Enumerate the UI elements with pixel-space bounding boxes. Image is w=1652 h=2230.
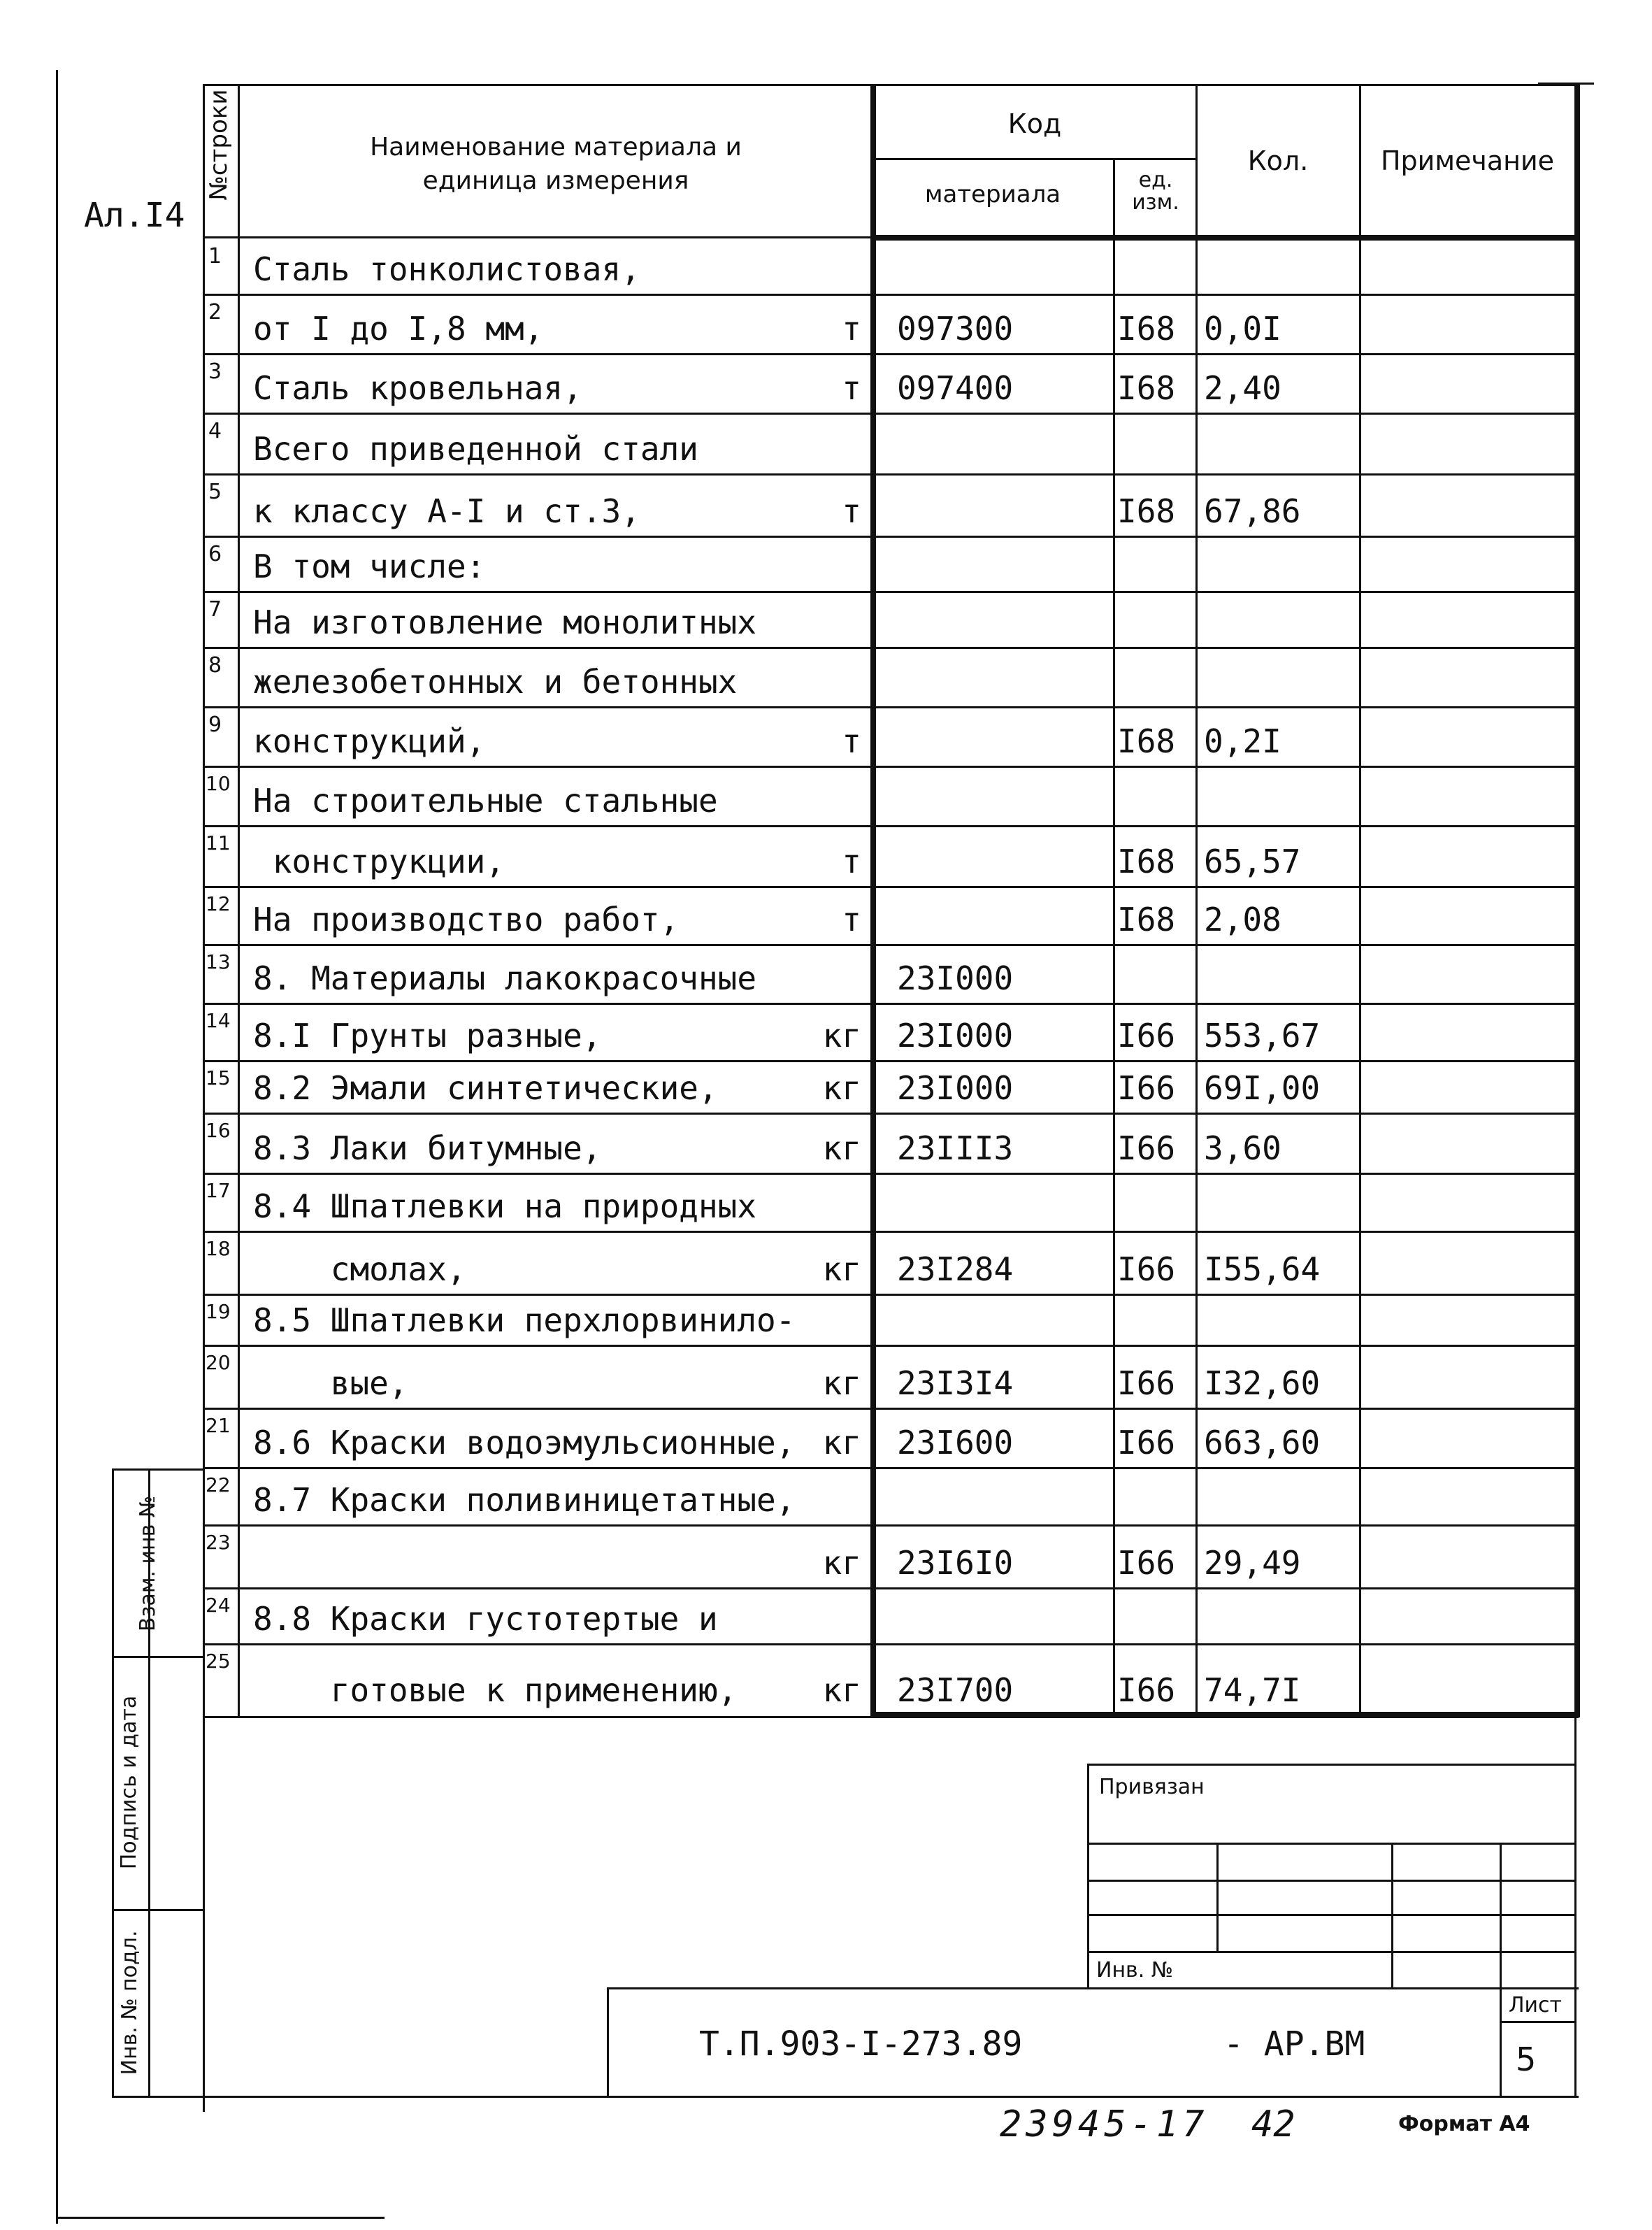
quantity: 2,08: [1204, 901, 1281, 938]
sheet-ref: Ал.I4: [84, 196, 185, 235]
material-name: конструкции,: [253, 843, 505, 880]
tb-sheet-div: [1500, 2021, 1576, 2023]
row-divider: [203, 825, 1579, 827]
row-divider: [203, 536, 1579, 538]
row-number: 18: [206, 1237, 231, 1260]
row-divider: [203, 1524, 1579, 1527]
unit-code: I66: [1117, 1364, 1176, 1402]
row-divider: [203, 1294, 1579, 1296]
material-name: 8. Материалы лакокрасочные: [253, 959, 757, 997]
row-number: 11: [206, 831, 231, 855]
row-divider: [203, 591, 1579, 593]
material-code: 097400: [897, 369, 1014, 407]
unit-code: I68: [1117, 369, 1176, 407]
note-header: Примечание: [1380, 145, 1555, 176]
row-number: 16: [206, 1119, 231, 1142]
quantity: 3,60: [1204, 1129, 1281, 1167]
material-code: 23III3: [897, 1129, 1014, 1167]
material-name: вые,: [253, 1364, 408, 1402]
code-material-header: материала: [924, 180, 1061, 208]
material-name: На строительные стальные: [253, 782, 718, 820]
unit-of-measure: кг: [822, 1017, 861, 1055]
row-number: 15: [206, 1066, 231, 1089]
material-name: 8.2 Эмали синтетические,: [253, 1069, 718, 1107]
material-name: железобетонных и бетонных: [253, 663, 738, 701]
quantity: 0,0I: [1204, 310, 1281, 348]
body-top-border: [870, 235, 1580, 241]
material-name: На производство работ,: [253, 901, 680, 938]
quantity: I32,60: [1204, 1364, 1321, 1402]
sheet-number: 5: [1516, 2040, 1537, 2078]
row-divider: [203, 1587, 1579, 1589]
row-number: 19: [206, 1300, 231, 1323]
unit-code: I66: [1117, 1671, 1176, 1709]
unit-of-measure: кг: [822, 1069, 861, 1107]
material-name: Всего приведенной стали: [253, 430, 698, 468]
code-header-divider: [872, 158, 1195, 160]
unit-of-measure: кг: [822, 1671, 861, 1709]
material-code: 23I3I4: [897, 1364, 1014, 1402]
row-number: 21: [206, 1414, 231, 1437]
code-header: Код: [1007, 108, 1062, 139]
material-name: 8.I Грунты разные,: [253, 1017, 602, 1055]
row-number: 17: [206, 1179, 231, 1202]
material-name: готовые к применению,: [253, 1671, 738, 1709]
tb-grid-h3: [1087, 1914, 1576, 1916]
left-margin-line: [56, 70, 58, 2224]
row-divider: [203, 647, 1579, 649]
privyazan-label: Привязан: [1099, 1775, 1205, 1799]
row-number: 1: [208, 244, 222, 269]
row-divider: [203, 353, 1579, 355]
code-unit-header: ед. изм.: [1132, 168, 1179, 215]
row-number: 3: [208, 359, 222, 384]
row-divider: [203, 1173, 1579, 1175]
col-line-6: [1574, 84, 1580, 1717]
unit-code: I68: [1117, 843, 1176, 880]
quantity: 663,60: [1204, 1424, 1321, 1461]
format-label: Формат А4: [1398, 2112, 1530, 2136]
tb-grid-v3: [1500, 1843, 1502, 1987]
row-number: 12: [206, 892, 231, 915]
doc-suffix: - АР.ВМ: [1223, 2024, 1365, 2064]
tb-privyazan-top: [1087, 1764, 1576, 1766]
row-divider: [203, 1643, 1579, 1645]
unit-of-measure: т: [842, 310, 861, 348]
unit-of-measure: т: [842, 843, 861, 880]
stamp-vzam-label: Взам. инв №: [136, 1495, 160, 1632]
material-name: 8.7 Краски поливиницетатные,: [253, 1481, 796, 1519]
row-number: 10: [206, 772, 231, 795]
row-number: 6: [208, 542, 222, 566]
unit-of-measure: т: [842, 722, 861, 760]
material-code: 23I000: [897, 1017, 1014, 1055]
unit-of-measure: т: [842, 492, 861, 530]
sheet-label: Лист: [1509, 1993, 1563, 2017]
row-divider: [203, 886, 1579, 888]
unit-code: I68: [1117, 901, 1176, 938]
quantity: 0,2I: [1204, 722, 1281, 760]
row-no-header: №строки: [205, 89, 233, 201]
page-number: 42: [1251, 2103, 1295, 2145]
row-number: 22: [206, 1473, 231, 1496]
row-divider: [203, 473, 1579, 476]
row-divider: [203, 706, 1579, 708]
tb-grid-v1: [1216, 1843, 1219, 1951]
unit-of-measure: т: [842, 369, 861, 407]
tb-grid-h4: [1087, 1951, 1576, 1953]
quantity: 67,86: [1204, 492, 1301, 530]
material-code: 23I000: [897, 959, 1014, 997]
material-name: от I до I,8 мм,: [253, 310, 544, 348]
unit-code: I66: [1117, 1129, 1176, 1167]
quantity: 553,67: [1204, 1017, 1321, 1055]
name-header-line1: Наименование материала и: [370, 133, 742, 162]
col-line-3: [1113, 158, 1115, 1715]
stamp-podpis-label: Подпись и дата: [117, 1695, 141, 1870]
tb-main-top: [607, 1987, 1579, 1989]
row-divider: [203, 1345, 1579, 1347]
unit-of-measure: т: [842, 901, 861, 938]
material-name: На изготовление монолитных: [253, 603, 757, 641]
tb-grid-v2: [1391, 1843, 1393, 1987]
handwritten-number: 23945-17: [1000, 2103, 1209, 2145]
col-line-4: [1195, 84, 1198, 1717]
quantity: 74,7I: [1204, 1671, 1301, 1709]
row-divider: [203, 1231, 1579, 1233]
qty-header: Кол.: [1247, 145, 1309, 176]
material-name: к классу A-I и ст.3,: [253, 492, 640, 530]
stamp-top: [112, 1468, 203, 1471]
row-divider: [203, 1467, 1579, 1469]
unit-of-measure: кг: [822, 1424, 861, 1461]
col-line-5: [1359, 84, 1361, 1717]
inv-no-label: Инв. №: [1096, 1958, 1174, 1982]
stamp-inv-podl-label: Инв. № подл.: [117, 1930, 142, 2075]
body-top-border-left: [203, 236, 872, 238]
col-line-2: [870, 84, 876, 1717]
row-number: 5: [208, 480, 222, 504]
row-divider: [203, 1113, 1579, 1115]
quantity: 65,57: [1204, 843, 1301, 880]
unit-code: I66: [1117, 1017, 1176, 1055]
material-name: 8.5 Шпатлевки перхлорвинило-: [253, 1301, 796, 1339]
unit-code: I68: [1117, 310, 1176, 348]
col-line-0: [203, 84, 205, 2112]
material-name: 8.4 Шпатлевки на природных: [253, 1187, 757, 1225]
name-header-line2: единица измерения: [422, 166, 689, 195]
row-divider: [203, 294, 1579, 296]
unit-of-measure: кг: [822, 1364, 861, 1402]
quantity: 69I,00: [1204, 1069, 1321, 1107]
bottom-margin-line: [56, 2217, 385, 2219]
row-divider: [203, 413, 1579, 415]
unit-code: I66: [1117, 1069, 1176, 1107]
material-name: 8.3 Лаки битумные,: [253, 1129, 602, 1167]
row-divider: [203, 766, 1579, 768]
row-number: 23: [206, 1531, 231, 1554]
material-name: конструкций,: [253, 722, 486, 760]
material-name: 8.6 Краски водоэмульсионные,: [253, 1424, 796, 1461]
material-code: 23I700: [897, 1671, 1014, 1709]
row-number: 2: [208, 300, 222, 324]
quantity: 2,40: [1204, 369, 1281, 407]
row-number: 4: [208, 419, 222, 443]
row-number: 7: [208, 597, 222, 622]
material-code: 097300: [897, 310, 1014, 348]
unit-code: I66: [1117, 1424, 1176, 1461]
unit-of-measure: кг: [822, 1250, 861, 1288]
unit-of-measure: кг: [822, 1544, 861, 1582]
table-top-line-ext: [1538, 83, 1594, 85]
material-name: смолах,: [253, 1250, 466, 1288]
material-name: Сталь тонколистовая,: [253, 250, 640, 288]
row-divider: [203, 944, 1579, 946]
tb-privyazan-left: [1087, 1764, 1089, 1987]
col-line-1: [238, 84, 240, 1717]
row-number: 20: [206, 1351, 231, 1374]
tb-right: [1574, 1716, 1576, 2098]
stamp-bottom: [112, 2096, 1579, 2098]
quantity: I55,64: [1204, 1250, 1321, 1288]
material-code: 23I6I0: [897, 1544, 1014, 1582]
row-number: 13: [206, 950, 231, 973]
material-code: 23I600: [897, 1424, 1014, 1461]
material-name: Сталь кровельная,: [253, 369, 582, 407]
tb-sheet-left: [1500, 1987, 1502, 2098]
tb-grid-h2: [1087, 1880, 1576, 1882]
material-code: 23I000: [897, 1069, 1014, 1107]
row-divider: [203, 1408, 1579, 1410]
material-code: 23I284: [897, 1250, 1014, 1288]
row-divider: [203, 1003, 1579, 1005]
row-number: 24: [206, 1594, 231, 1617]
unit-code: I68: [1117, 722, 1176, 760]
tb-grid-h1: [1087, 1843, 1576, 1845]
material-name: 8.8 Краски густотертые и: [253, 1600, 718, 1638]
quantity: 29,49: [1204, 1544, 1301, 1582]
row-divider: [203, 1060, 1579, 1062]
doc-code: Т.П.903-I-273.89: [699, 2024, 1023, 2064]
tb-main-left: [607, 1987, 609, 2098]
table-top-line: [203, 84, 1579, 86]
unit-code: I66: [1117, 1250, 1176, 1288]
unit-of-measure: кг: [822, 1129, 861, 1167]
row-number: 9: [208, 713, 222, 737]
unit-code: I68: [1117, 492, 1176, 530]
unit-code: I66: [1117, 1544, 1176, 1582]
material-name: В том числе:: [253, 548, 486, 585]
row-number: 8: [208, 653, 222, 678]
row-number: 25: [206, 1650, 231, 1673]
tb-top: [203, 1716, 1579, 1718]
row-number: 14: [206, 1009, 231, 1032]
